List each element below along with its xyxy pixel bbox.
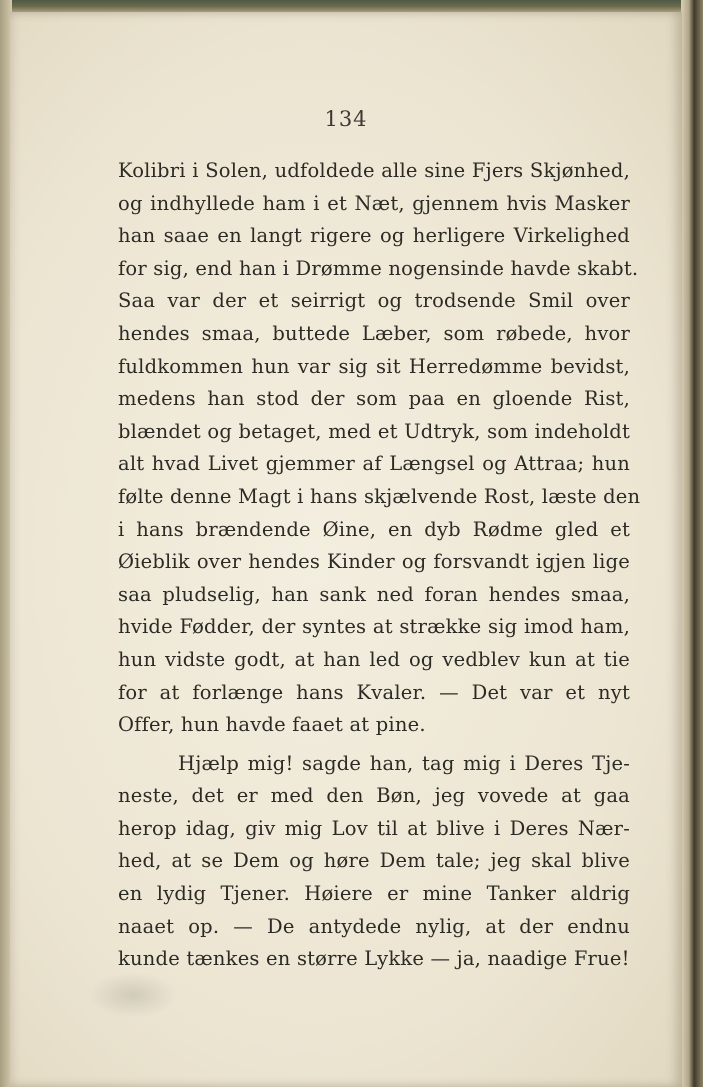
text-line: medens han stod der som paa en gloende Rist, (118, 387, 630, 411)
text-line: herop idag, giv mig Lov til at blive i Deres Nær- (118, 816, 630, 840)
text-line: i hans brændende Øine, en dyb Rødme gled et (118, 517, 630, 541)
text-line: følte denne Magt i hans skjælvende Rost, læste den (118, 484, 641, 508)
page-number: 134 (324, 107, 368, 131)
paper-stain (88, 972, 178, 1018)
text-line: neste, det er med den Bøn, jeg vovede at gaa (118, 784, 630, 808)
paragraph-1 (118, 155, 641, 742)
text-line: kunde tænkes en større Lykke — ja, naadige Frue! (118, 947, 630, 971)
text-line: Øieblik over hendes Kinder og forsvandt igjen lige (118, 550, 630, 574)
text-line: hendes smaa, buttede Læber, som røbede, hvor (118, 321, 630, 345)
text-line: han saae en langt rigere og herligere Virkelighed (118, 224, 630, 248)
text-line: og indhyllede ham i et Næt, gjennem hvis Masker (118, 191, 630, 215)
text-line: blændet og betaget, med et Udtryk, som indeholdt (118, 419, 630, 443)
paragraph-2 (118, 748, 630, 976)
text-line: for sig, end han i Drømme nogensinde havde skabt. (118, 256, 639, 280)
page-body-text (118, 155, 641, 976)
text-line: for at forlænge hans Kvaler. — Det var et nyt (118, 680, 630, 704)
text-line: hun vidste godt, at han led og vedblev kun at tie (118, 647, 630, 671)
text-line: en lydig Tjener. Høiere er mine Tanker aldrig (118, 882, 630, 906)
text-line: hed, at se Dem og høre Dem tale; jeg skal blive (118, 849, 630, 873)
text-line: saa pludselig, han sank ned foran hendes smaa, (118, 582, 630, 606)
text-line: Offer, hun havde faaet at pine. (118, 713, 426, 737)
text-line: fuldkommen hun var sig sit Herredømme bevidst, (118, 354, 630, 378)
text-line: hvide Fødder, der syntes at strække sig imod ham, (118, 615, 630, 639)
text-line: Hjælp mig! sagde han, tag mig i Deres Tje- (178, 751, 630, 775)
text-line: Kolibri i Solen, udfoldede alle sine Fjers Skjønhed, (118, 159, 630, 182)
book-spine-edge (681, 0, 703, 1087)
text-line: alt hvad Livet gjemmer af Længsel og Attraa; hun (118, 452, 630, 476)
text-line: Saa var der et seirrigt og trodsende Smil over (118, 289, 630, 313)
text-line: naaet op. — De antydede nylig, at der endnu (118, 914, 630, 938)
book-page (10, 12, 682, 1087)
